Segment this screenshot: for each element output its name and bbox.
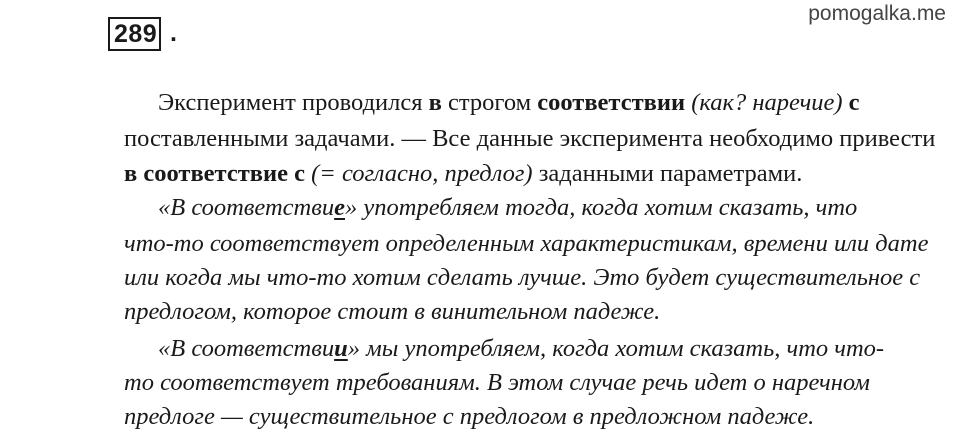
paragraph-1-line-3	[124, 159, 802, 189]
text-italic: » мы употребляем, когда хотим сказать, что что-	[347, 335, 885, 362]
paragraph-3-line-3	[124, 402, 814, 432]
paragraph-2-line-4	[124, 297, 660, 327]
text-italic: или когда мы что-то хотим сделать лучше. Это будет существительное с	[124, 264, 921, 291]
text-italic: (как? наречие)	[691, 89, 843, 116]
exercise-number-dot: .	[170, 19, 177, 47]
text-bold: в соответствие с	[124, 160, 306, 187]
text-italic: что-то соответствует определенным характеристикам, времени или дате	[124, 230, 929, 257]
paragraph-3-line-1	[158, 334, 884, 364]
text: поставленными задачами. — Все данные эксперимента необходимо привести	[124, 125, 936, 152]
text-bold: с	[848, 89, 860, 116]
text-emphasis: е	[334, 194, 346, 221]
text-italic: «В соответстви	[158, 335, 335, 362]
text-bold: в	[428, 89, 442, 116]
text-bold: соответствии	[537, 89, 686, 116]
text-emphasis: и	[334, 335, 348, 362]
text-italic: (= согласно, предлог)	[311, 160, 533, 187]
paragraph-2-line-3	[124, 263, 920, 293]
paragraph-1-line-2	[124, 124, 935, 154]
paragraph-1-line-1	[158, 88, 860, 118]
text-italic: » употребляем тогда, когда хотим сказать, что	[345, 194, 858, 221]
site-watermark: pomogalka.me	[808, 2, 946, 25]
text: Эксперимент проводился	[158, 89, 429, 116]
text: строгом	[441, 89, 538, 116]
text-italic: то соответствует требованиям. В этом случае речь идет о наречном	[124, 369, 870, 396]
text-italic: предлоге — существительное с предлогом в предложном падеже.	[124, 403, 815, 430]
paragraph-2-line-1	[158, 193, 857, 223]
paragraph-3-line-2	[124, 368, 870, 398]
text: заданными параметрами.	[532, 160, 803, 187]
text-italic: «В соответстви	[158, 194, 335, 221]
paragraph-2-line-2	[124, 229, 928, 259]
text-italic: предлогом, которое стоит в винительном падеже.	[124, 298, 661, 325]
exercise-number: 289	[108, 17, 161, 51]
